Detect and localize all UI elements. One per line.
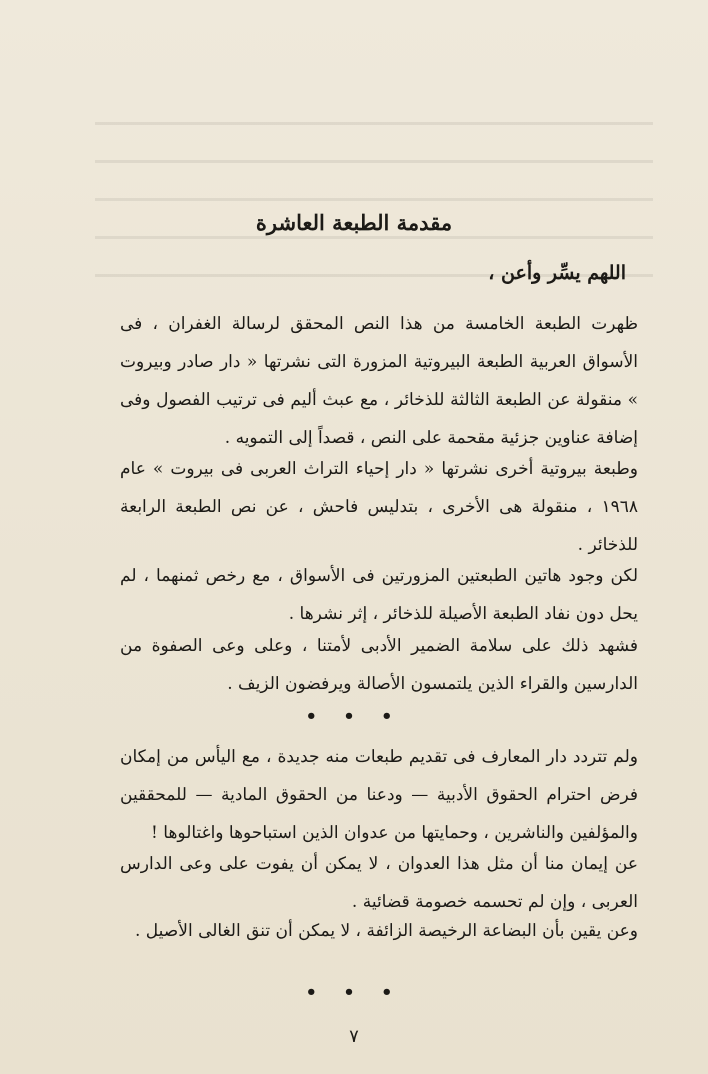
paragraph-7: وعن يقين بأن البضاعة الرخيصة الزائفة ، لا يمكن أن تنق الغالى الأصيل . — [135, 921, 638, 941]
invocation: اللهم يسِّر وأعن ، — [488, 262, 626, 284]
paragraph-6: عن إيمان منا أن مثل هذا العدوان ، لا يمكن أن يفوت على وعى الدارس العربى ، وإن لم تحسمه خصومة قضائية . — [120, 854, 638, 912]
separator-dots: • • • — [305, 706, 403, 727]
page-title: مقدمة الطبعة العاشرة — [255, 210, 453, 235]
separator-dots-end: • • • — [305, 982, 403, 1003]
paragraph-2: وطبعة بيروتية أخرى نشرتها « دار إحياء التراث العربى فى بيروت » عام ١٩٦٨ ، منقولة هى الأخرى ، بتدليس فاحش ، عن نص الطبعة الرابعة للذخائر . — [120, 459, 638, 555]
page-number: ٧ — [349, 1026, 359, 1047]
paragraph-4: فشهد ذلك على سلامة الضمير الأدبى لأمتنا ، وعلى وعى الصفوة من الدارسين والقراء الذين يلتمسون الأصالة ويرفضون الزيف . — [120, 636, 638, 694]
paragraph-1: ظهرت الطبعة الخامسة من هذا النص المحقق لرسالة الغفران ، فى الأسواق العربية الطبعة البيروتية المزورة التى نشرتها « دار صادر وبيروت » منقولة عن الطبعة الثالثة للذخائر ، مع عبث أليم فى ترتيب الفصول وفى إضافة عناوين جزئية مقحمة على النص ، قصداً إلى التمويه . — [120, 314, 638, 448]
paragraph-3: لكن وجود هاتين الطبعتين المزورتين فى الأسواق ، مع رخص ثمنهما ، لم يحل دون نفاد الطبعة الأصيلة للذخائر ، إثر نشرها . — [120, 566, 638, 624]
paragraph-5: ولم تتردد دار المعارف فى تقديم طبعات منه جديدة ، مع اليأس من إمكان فرض احترام الحقوق الأدبية — ودعنا من الحقوق المادية — للمحققين والمؤلفين والناشرين ، وحمايتها من عدوان الذين استباحوها واغتالوها ! — [120, 747, 638, 843]
